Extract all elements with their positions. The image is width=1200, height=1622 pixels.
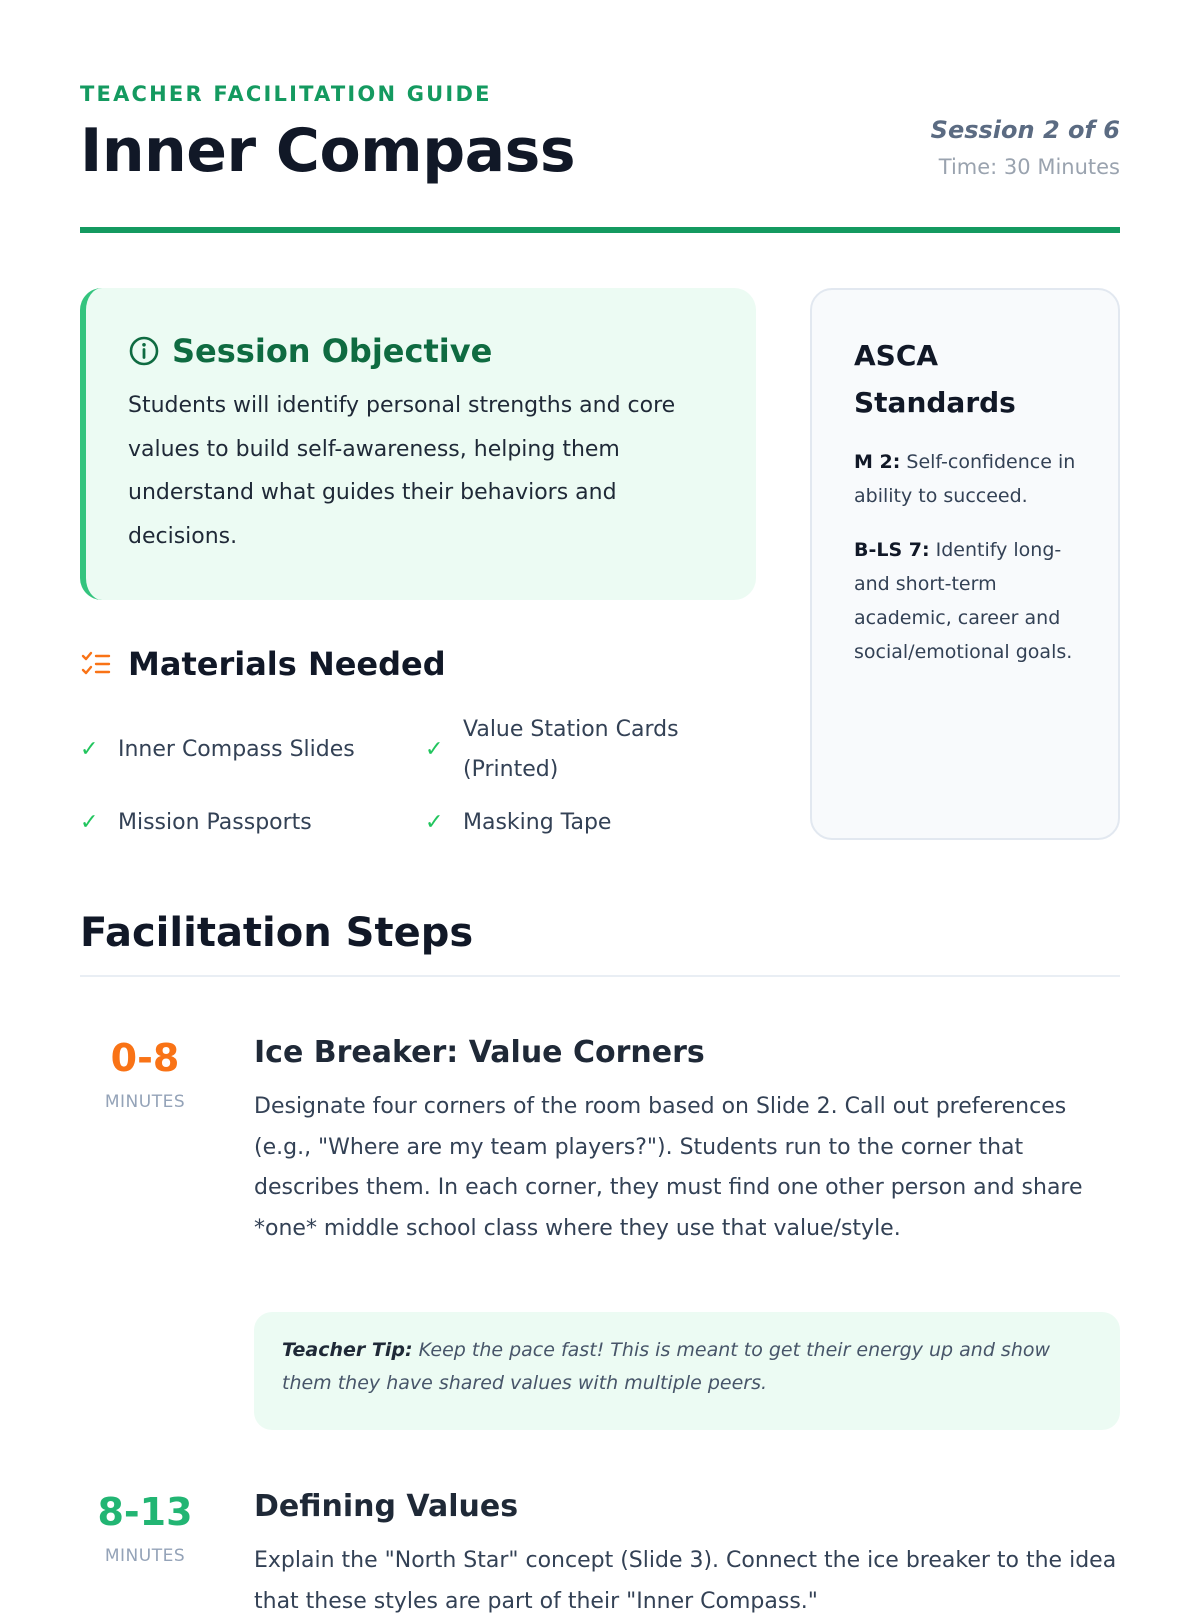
step-content xyxy=(254,1033,1120,1249)
header-divider xyxy=(80,227,1120,233)
material-label: Mission Passports xyxy=(118,810,312,835)
step-time-block xyxy=(80,1036,210,1112)
step-time-unit: MINUTES xyxy=(104,1092,186,1112)
asca-standard-item xyxy=(854,445,1084,513)
step-title: Defining Values xyxy=(254,1489,519,1524)
steps-divider xyxy=(80,975,1120,977)
info-icon xyxy=(128,335,160,367)
materials-header xyxy=(80,645,446,683)
session-time: Time: 30 Minutes xyxy=(938,155,1120,179)
check-icon: ✓ xyxy=(425,810,444,835)
asca-standard-text: Self-confidence in ability to succeed. xyxy=(854,451,1076,507)
material-label: Masking Tape xyxy=(463,810,612,835)
guide-eyebrow: TEACHER FACILITATION GUIDE xyxy=(80,82,492,106)
steps-title: Facilitation Steps xyxy=(80,910,474,956)
step-title: Ice Breaker: Value Corners xyxy=(254,1035,705,1070)
asca-standard-code: M 2: xyxy=(854,451,901,473)
asca-title: ASCA Standards xyxy=(854,339,1016,419)
material-item xyxy=(80,730,355,770)
page-title: Inner Compass xyxy=(80,116,576,186)
material-label: Inner Compass Slides xyxy=(118,737,355,762)
session-objective-card xyxy=(80,288,756,600)
objective-title: Session Objective xyxy=(172,332,493,370)
check-icon: ✓ xyxy=(425,737,444,762)
tip-label: Teacher Tip: xyxy=(282,1339,413,1361)
material-item xyxy=(425,803,611,843)
session-indicator: Session 2 of 6 xyxy=(930,116,1120,144)
material-item xyxy=(80,803,312,843)
check-icon: ✓ xyxy=(80,737,99,762)
material-item xyxy=(425,710,755,790)
check-icon: ✓ xyxy=(80,810,99,835)
tip-text: Keep the pace fast! This is meant to get their energy up and show them they have shared values with multiple peers. xyxy=(282,1339,1051,1394)
step-content xyxy=(254,1487,1120,1622)
material-label: Value Station Cards (Printed) xyxy=(463,717,679,782)
objective-text: Students will identify personal strengths and core values to build self-awareness, helping them understand what guides their behaviors and decisions. xyxy=(128,393,676,549)
step-time-range: 8-13 xyxy=(97,1490,193,1534)
asca-standard-item xyxy=(854,533,1084,669)
asca-standards-card xyxy=(810,288,1120,840)
asca-standard-code: B-LS 7: xyxy=(854,539,930,561)
asca-standard-text: Identify long- and short-term academic, career and social/emotional goals. xyxy=(854,539,1073,663)
step-time-range: 0-8 xyxy=(110,1036,180,1080)
teacher-tip-box xyxy=(254,1312,1120,1430)
step-time-unit: MINUTES xyxy=(104,1546,186,1566)
step-description: Explain the "North Star" concept (Slide 3). Connect the ice breaker to the idea that these styles are part of their "Inner Compass." xyxy=(254,1548,1117,1614)
materials-title: Materials Needed xyxy=(128,645,446,683)
objective-header xyxy=(128,332,492,370)
checklist-icon xyxy=(80,648,112,680)
step-description: Designate four corners of the room based on Slide 2. Call out preferences (e.g., "Where are my team players?"). Students run to the corner that describes them. In each corner, they must find one other person and share *one* middle school class where they use that value/style. xyxy=(254,1094,1083,1241)
facilitation-guide-page xyxy=(80,0,1120,1614)
step-time-block xyxy=(80,1490,210,1566)
